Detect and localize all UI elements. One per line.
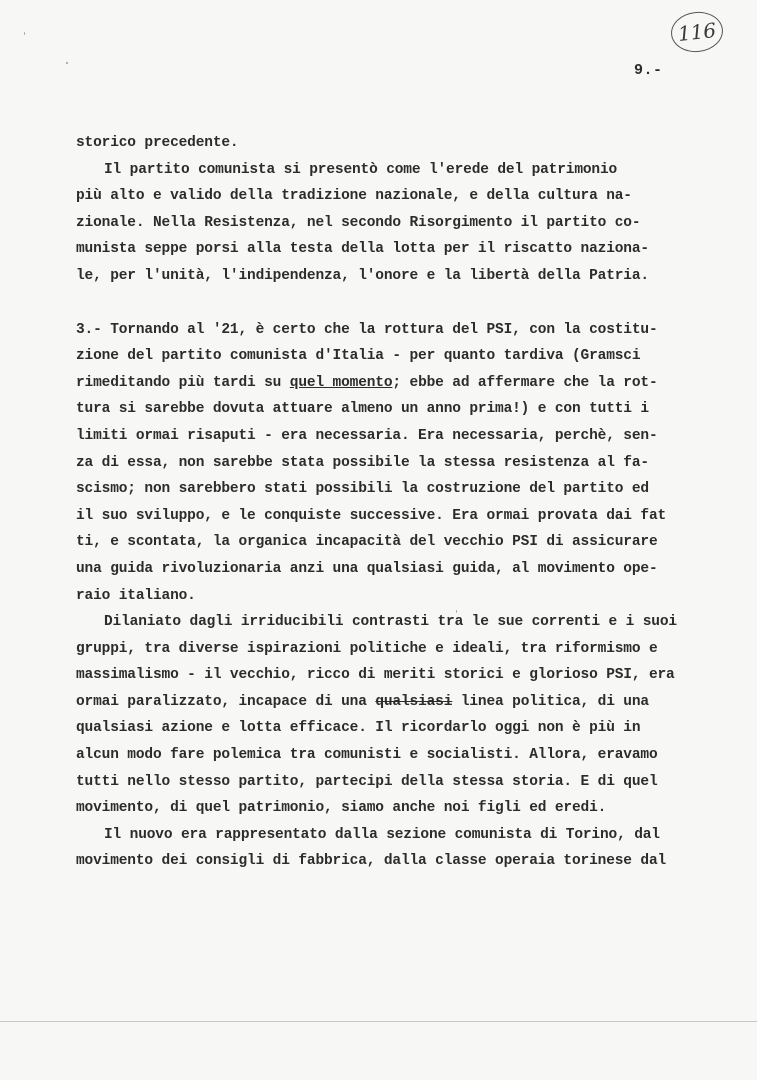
paragraph-line: Il partito comunista si presentò come l'erede del patrimonio (104, 161, 618, 178)
text-fragment: linea politica, di una (452, 693, 649, 710)
paragraph-line (76, 370, 726, 397)
handwritten-correction: quel momento (289, 374, 393, 391)
page-bottom-edge (0, 1021, 757, 1022)
paragraph-line: Il nuovo era rappresentato dalla sezione comunista di Torino, dal (104, 826, 660, 843)
archive-number-stamp (669, 9, 725, 54)
paragraph-gap (76, 290, 726, 317)
paragraph-line: gruppi, tra diverse ispirazioni politiche e ideali, tra riformismo e (76, 640, 658, 657)
paragraph-line: za di essa, non sarebbe stata possibile la stessa resistenza al fa- (76, 454, 649, 471)
struck-word: qualsiasi (375, 693, 453, 710)
text-fragment: ormai paralizzato, incapace di una (76, 693, 376, 710)
scan-speck (24, 32, 25, 35)
paragraph-line: Dilaniato dagli irriducibili contrasti tra le sue correnti e i suoi (104, 614, 677, 631)
section-3-heading-line: 3.- Tornando al '21, è certo che la rottura del PSI, con la costitu- (76, 321, 658, 338)
paragraph-line: raio italiano. (76, 587, 196, 604)
paragraph-line: massimalismo - il vecchio, ricco di meriti storici e glorioso PSI, era (76, 667, 675, 684)
paragraph-line: zionale. Nella Resistenza, nel secondo Risorgimento il partito co- (76, 214, 641, 231)
paragraph-line: il suo sviluppo, e le conquiste successive. Era ormai provata dai fat (76, 507, 667, 524)
paragraph-line: movimento dei consigli di fabbrica, dalla classe operaia torinese dal (76, 853, 667, 870)
paragraph-continuation: storico precedente. (76, 135, 239, 151)
paragraph-line: tutti nello stesso partito, partecipi della stessa storia. E di quel (76, 773, 658, 790)
paragraph-line: tura si sarebbe dovuta attuare almeno un anno prima!) e con tutti i (76, 401, 649, 418)
paragraph-line: munista seppe porsi alla testa della lotta per il riscatto naziona- (76, 241, 649, 258)
paragraph-line: alcun modo fare polemica tra comunisti e socialisti. Allora, eravamo (76, 747, 658, 764)
text-fragment: ; ebbe ad affermare che la rot- (392, 374, 658, 391)
body-text (76, 130, 726, 875)
paragraph-line: scismo; non sarebbero stati possibili la costruzione del partito ed (76, 481, 649, 498)
paragraph-line: qualsiasi azione e lotta efficace. Il ricordarlo oggi non è più in (76, 720, 641, 737)
paragraph-line (76, 689, 726, 716)
text-fragment: rimeditando più tardi su (76, 374, 290, 391)
paragraph-line: zione del partito comunista d'Italia - per quanto tardiva (Gramsci (76, 348, 641, 365)
scan-speck (66, 62, 68, 64)
archive-number: 116 (676, 18, 718, 46)
paragraph-line: una guida rivoluzionaria anzi una qualsiasi guida, al movimento ope- (76, 560, 658, 577)
paragraph-line: ti, e scontata, la organica incapacità del vecchio PSI di assicurare (76, 534, 658, 551)
page-number: 9.- (634, 62, 663, 79)
paragraph-line: movimento, di quel patrimonio, siamo anche noi figli ed eredi. (76, 800, 607, 817)
paragraph-line: le, per l'unità, l'indipendenza, l'onore e la libertà della Patria. (76, 267, 649, 284)
paragraph-line: più alto e valido della tradizione nazionale, e della cultura na- (76, 188, 632, 205)
paragraph-line: limiti ormai risaputi - era necessaria. Era necessaria, perchè, sen- (76, 427, 658, 444)
